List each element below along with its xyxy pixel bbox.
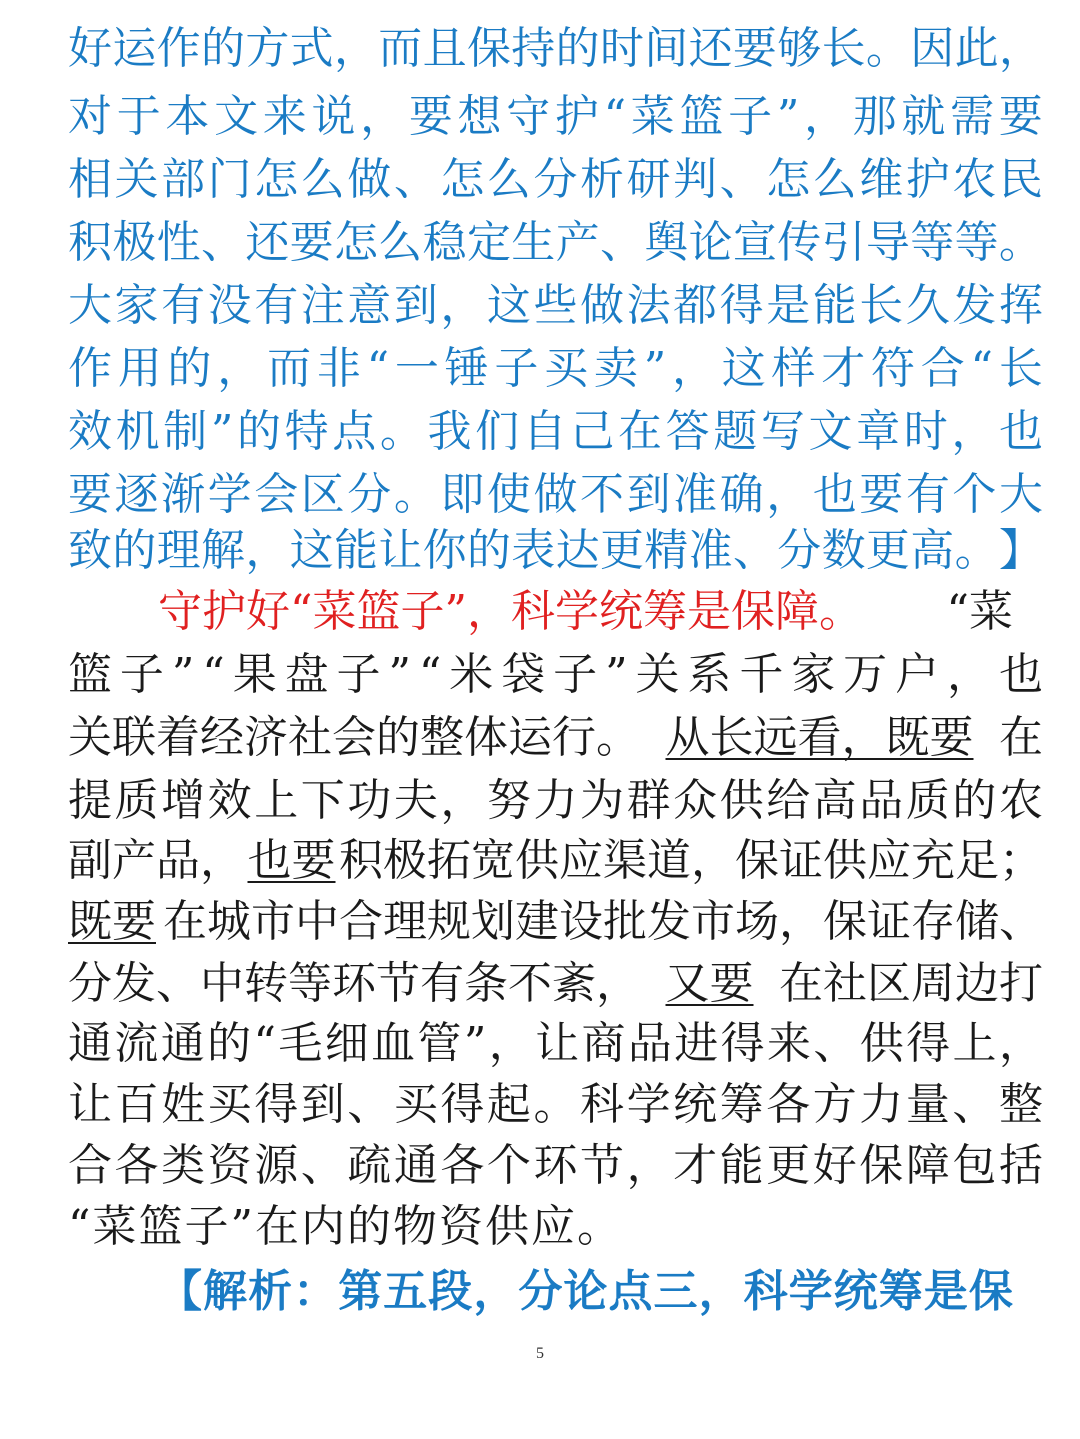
- main-paragraph-line: [68, 893, 1043, 951]
- blue-paragraph-line: [68, 20, 1043, 78]
- text-line: 篮 子 ” “ 果 盘 子 ” “ 米 袋 子 ” 关 系 千 家 万 户 ， 也: [68, 649, 1043, 700]
- main-paragraph-line: [158, 583, 1013, 641]
- text-segment: 在: [999, 712, 1043, 763]
- main-paragraph-line: [68, 832, 1043, 890]
- text-line: 让 百 姓 买 得 到 、 买 得 起 。 科 学 统 筹 各 方 力 量 、 整: [68, 1079, 1043, 1130]
- underlined-phrase: 从长远看，既要: [665, 712, 974, 763]
- text-line: 好 运 作 的 方 式 ， 而 且 保 持 的 时 间 还 要 够 长 。 因 此 ，: [68, 23, 1043, 74]
- main-paragraph-line: [68, 709, 1043, 767]
- main-paragraph-line: [68, 1198, 1043, 1256]
- text-segment: 分发、中转等环节有条不紊，: [68, 958, 640, 1009]
- page-number: 5: [536, 1345, 544, 1362]
- text-line: 提 质 增 效 上 下 功 夫 ， 努 力 为 群 众 供 给 高 品 质 的 农: [68, 775, 1043, 826]
- main-paragraph-line: [68, 646, 1043, 704]
- text-line: 大 家 有 没 有 注 意 到 ， 这 些 做 法 都 得 是 能 长 久 发 挥: [68, 280, 1043, 331]
- text-segment: 副产品，: [68, 835, 244, 886]
- blue-paragraph-line: [68, 214, 1043, 272]
- text-line: 要 逐 渐 学 会 区 分 。 即 使 做 不 到 准 确 ， 也 要 有 个 大: [68, 469, 1043, 520]
- text-line: 【 解 析 ： 第 五 段 ， 分 论 点 三 ， 科 学 统 筹 是 保: [158, 1266, 1013, 1317]
- text-line: “菜篮子”在内的物资供应。: [68, 1201, 623, 1252]
- blue-paragraph-line: [68, 88, 1043, 146]
- underlined-phrase: 也要: [247, 835, 336, 886]
- blue-paragraph-line: [68, 403, 1043, 461]
- topic-sentence: 守护好“菜篮子”，科学统筹是保障。: [158, 586, 863, 637]
- underlined-phrase: 又要: [665, 958, 754, 1009]
- blue-paragraph-line: [68, 340, 1043, 398]
- text-segment: 关联着经济社会的整体运行。: [68, 712, 640, 763]
- text-line: 通 流 通 的 “ 毛 细 血 管 ” ， 让 商 品 进 得 来 、 供 得 上 ，: [68, 1018, 1043, 1069]
- text-segment: 在城市中合理规划建设批发市场，保证存储、: [163, 896, 1043, 947]
- main-paragraph-line: [68, 1015, 1043, 1073]
- text-line: 合 各 类 资 源 、 疏 通 各 个 环 节 ， 才 能 更 好 保 障 包 括: [68, 1140, 1043, 1191]
- blue-paragraph-line: [68, 151, 1043, 209]
- text-segment: 积极拓宽供应渠道，保证供应充足；: [339, 835, 1043, 886]
- text-line: 对 于 本 文 来 说 ， 要 想 守 护 “ 菜 篮 子 ” ， 那 就 需 要: [68, 91, 1043, 142]
- blue-paragraph-line: [68, 522, 1043, 580]
- main-paragraph-line: [68, 772, 1043, 830]
- text-segment: 在社区周边打: [779, 958, 1043, 1009]
- underlined-phrase: 既要: [68, 896, 156, 947]
- text-line: 作 用 的 ， 而 非 “ 一 锤 子 买 卖 ” ， 这 样 才 符 合 “ 长: [68, 343, 1043, 394]
- main-paragraph-line: [68, 1137, 1043, 1195]
- main-paragraph-line: [68, 955, 1043, 1013]
- blue-paragraph-line: [68, 277, 1043, 335]
- analysis-line: [158, 1263, 1013, 1321]
- text-line: 致 的 理 解 ， 这 能 让 你 的 表 达 更 精 准 、 分 数 更 高 。 】: [68, 525, 1043, 576]
- blue-paragraph-line: [68, 466, 1043, 524]
- text-line: 相 关 部 门 怎 么 做 、 怎 么 分 析 研 判 、 怎 么 维 护 农 民: [68, 154, 1043, 205]
- text-line: 效 机 制 ” 的 特 点 。 我 们 自 己 在 答 题 写 文 章 时 ， 也: [68, 406, 1043, 457]
- text-line: 积 极 性 、 还 要 怎 么 稳 定 生 产 、 舆 论 宣 传 引 导 等 等 。: [68, 217, 1043, 268]
- main-paragraph-line: [68, 1076, 1043, 1134]
- text-segment: “菜: [946, 586, 1013, 637]
